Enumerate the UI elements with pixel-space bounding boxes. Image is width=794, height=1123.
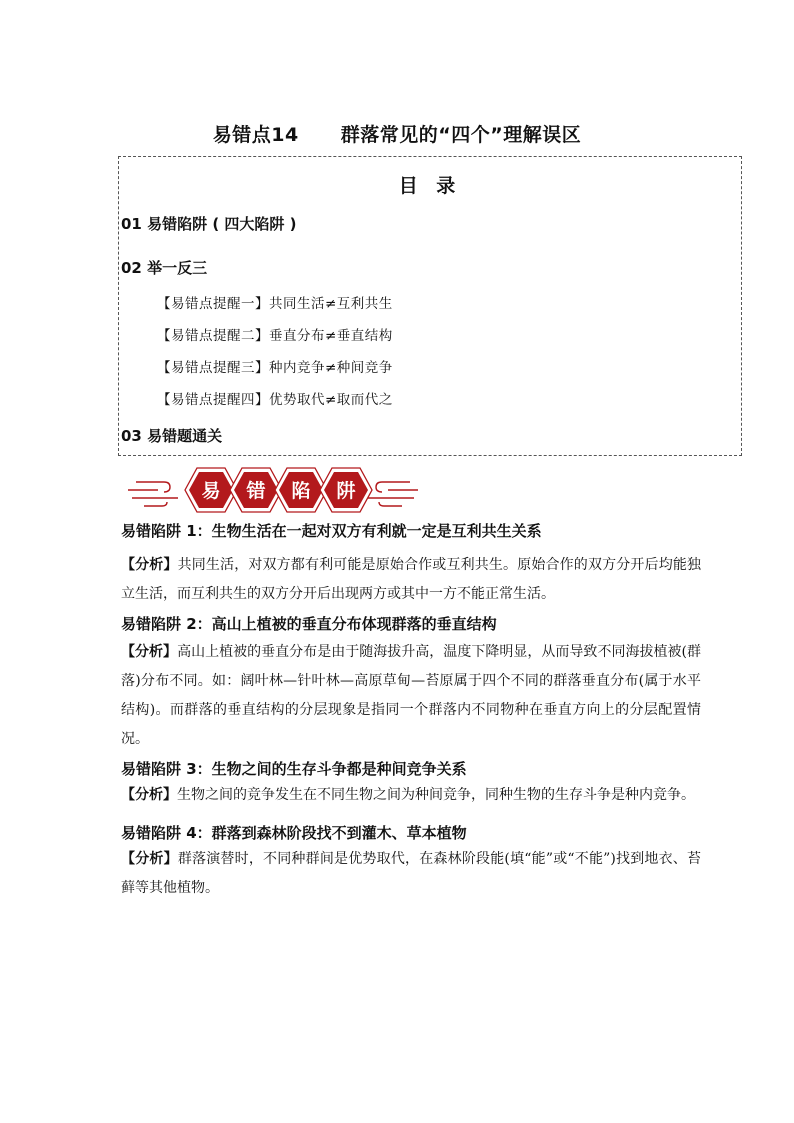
toc-section-1: 01 易错陷阱 ( 四大陷阱 ) [121, 215, 297, 233]
trap-3-title: 易错陷阱 3：生物之间的生存斗争都是种间竞争关系 [121, 760, 467, 778]
banner-hex-3 [275, 468, 327, 512]
banner-hex-4 [320, 468, 372, 512]
trap-2 [121, 613, 701, 754]
toc-item-3: 【易错点提醒三】种内竞争≠种间竞争 [157, 360, 393, 376]
banner-char-2: 错 [246, 480, 266, 502]
trap-2-title: 易错陷阱 2：高山上植被的垂直分布体现群落的垂直结构 [121, 615, 497, 633]
banner-hexagons [185, 468, 372, 512]
trap-1-text: 共同生活，对双方都有利可能是原始合作或互利共生。原始合作的双方分开后均能独立生活，而互利共生的双方分开后出现两方或其中一方不能正常生活。 [121, 557, 702, 602]
trap-2-tag: 【分析】 [121, 644, 178, 660]
trap-1-analysis [121, 551, 701, 609]
trap-1-title: 易错陷阱 1：生物生活在一起对双方有利就一定是互利共生关系 [121, 522, 542, 540]
trap-4-title: 易错陷阱 4：群落到森林阶段找不到灌木、草本植物 [121, 824, 467, 842]
banner-hex-1 [185, 468, 237, 512]
trap-3-analysis [121, 781, 701, 810]
traps-content [121, 516, 701, 903]
toc-section-2: 02 举一反三 [121, 259, 208, 277]
trap-4-text: 群落演替时，不同种群间是优势取代，在森林阶段能(填“能”或“不能”)找到地衣、苔藓等其他植物。 [121, 851, 701, 896]
banner-left-ornament [128, 482, 178, 506]
banner-char-3: 陷 [291, 480, 311, 502]
trap-2-text: 高山上植被的垂直分布是由于随海拔升高，温度下降明显，从而导致不同海拔植被(群落)分布不同。如：阔叶林—针叶林—高原草甸—苔原属于四个不同的群落垂直分布(属于水平结构)。而群落的垂直结构的分层现象是指同一个群落内不同物种在垂直方向上的分层配置情况。 [121, 644, 702, 747]
page-title [0, 120, 794, 147]
trap-4 [121, 822, 701, 903]
trap-3-tag: 【分析】 [121, 787, 177, 803]
toc-item-4: 【易错点提醒四】优势取代≠取而代之 [157, 392, 393, 408]
title-code: 易错点14 [212, 124, 299, 146]
toc-item-1: 【易错点提醒一】共同生活≠互利共生 [157, 296, 393, 312]
banner-hex-2 [230, 468, 282, 512]
trap-1-tag: 【分析】 [121, 557, 178, 573]
banner-right-ornament [368, 482, 418, 506]
trap-1 [121, 520, 701, 609]
trap-4-analysis [121, 845, 701, 903]
toc-item-2: 【易错点提醒二】垂直分布≠垂直结构 [157, 328, 393, 344]
toc-section-3: 03 易错题通关 [121, 427, 223, 445]
banner-char-4: 阱 [336, 480, 356, 502]
trap-3 [121, 758, 701, 810]
trap-3-text: 生物之间的竞争发生在不同生物之间为种间竞争，同种生物的生存斗争是种内竞争。 [177, 787, 695, 803]
table-of-contents [118, 156, 742, 456]
banner-char-1: 易 [201, 480, 221, 502]
trap-4-tag: 【分析】 [121, 851, 178, 867]
section-banner [118, 462, 428, 516]
toc-heading: 目 录 [398, 175, 462, 197]
title-text: 群落常见的“四个”理解误区 [340, 124, 582, 146]
trap-2-analysis [121, 638, 701, 754]
